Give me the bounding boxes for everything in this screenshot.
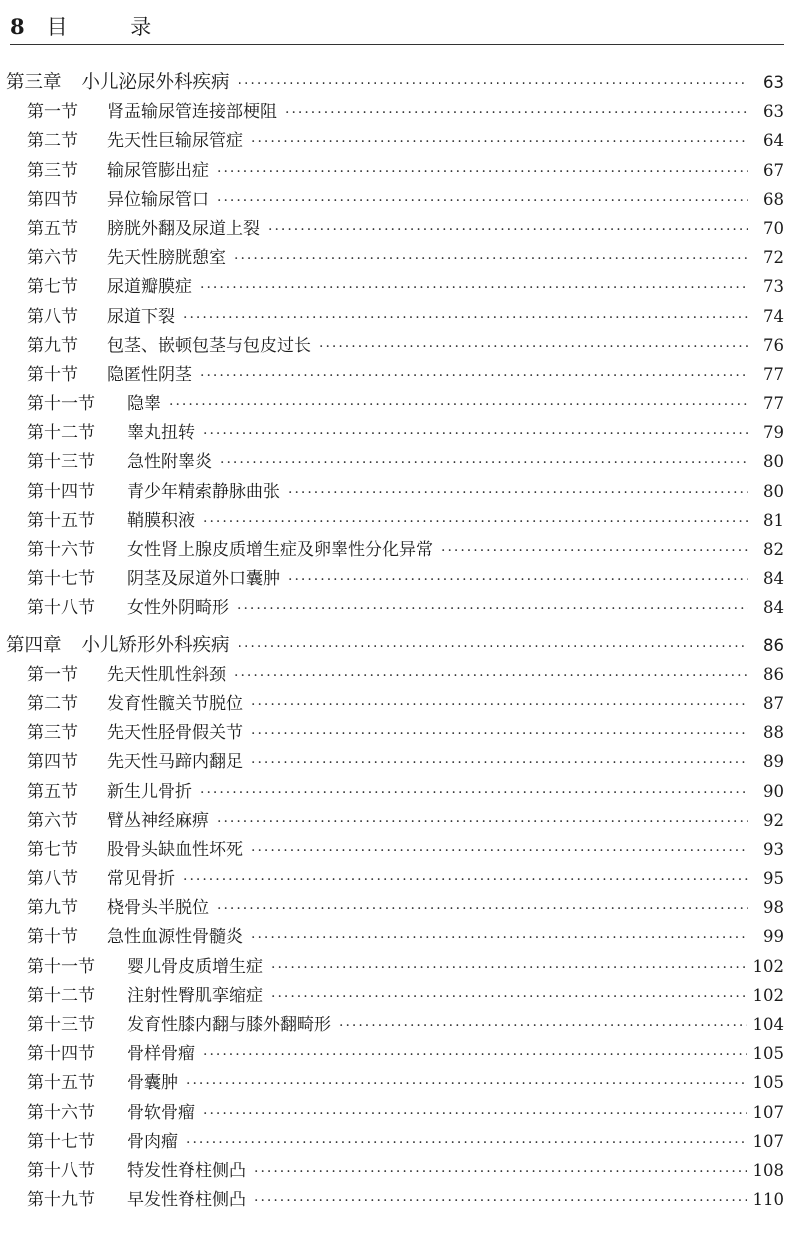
leader-dots — [220, 449, 748, 478]
leader-dots — [183, 304, 748, 333]
section-entry[interactable] — [0, 535, 800, 564]
section-label: 第九节 — [27, 898, 78, 919]
leader-dots — [319, 333, 748, 362]
section-label: 第十一节 — [27, 394, 95, 415]
leader-dots — [288, 566, 748, 595]
section-label: 第四节 — [27, 189, 78, 210]
section-entry[interactable] — [0, 864, 800, 893]
section-label: 第二节 — [27, 131, 78, 152]
section-title: 臂丛神经麻痹 — [107, 810, 209, 831]
section-label: 第十七节 — [27, 1131, 95, 1152]
chapter-block — [0, 631, 800, 1215]
chapter-page-number: 63 — [763, 73, 784, 92]
section-label: 第十八节 — [27, 1160, 95, 1181]
section-title: 阴茎及尿道外口囊肿 — [127, 569, 280, 590]
section-entry[interactable] — [0, 418, 800, 447]
section-page-number: 92 — [763, 810, 784, 830]
section-page-number: 72 — [763, 248, 784, 268]
section-page-number: 80 — [763, 481, 784, 501]
section-label: 第十一节 — [27, 956, 95, 977]
section-entry[interactable] — [0, 447, 800, 476]
chapter-page-number: 86 — [763, 635, 784, 655]
section-page-number: 84 — [763, 598, 784, 618]
section-entry[interactable] — [0, 1098, 800, 1127]
page-number: 8 — [10, 13, 25, 39]
leader-dots — [186, 1129, 747, 1158]
leader-dots — [251, 128, 748, 157]
leader-dots — [203, 1041, 747, 1070]
leader-dots — [238, 633, 748, 662]
section-title: 新生儿骨折 — [107, 781, 192, 802]
section-title: 先天性膀胱憩室 — [107, 248, 226, 269]
section-entry[interactable] — [0, 564, 800, 593]
section-title: 先天性巨输尿管症 — [107, 131, 243, 152]
section-label: 第十五节 — [27, 510, 95, 531]
section-entry[interactable] — [0, 185, 800, 214]
section-title: 骨样骨瘤 — [127, 1044, 195, 1065]
section-title: 隐睾 — [127, 394, 161, 415]
section-entry[interactable] — [0, 718, 800, 747]
chapter-title: 小儿泌尿外科疾病 — [81, 72, 230, 93]
section-label: 第五节 — [27, 218, 78, 239]
section-page-number: 80 — [763, 452, 784, 472]
section-page-number: 68 — [763, 189, 784, 209]
section-title: 先天性胫骨假关节 — [107, 723, 243, 744]
section-entry[interactable] — [0, 97, 800, 126]
section-entry[interactable] — [0, 952, 800, 981]
section-title: 婴儿骨皮质增生症 — [127, 956, 263, 977]
section-page-number: 90 — [763, 781, 784, 801]
section-entry[interactable] — [0, 1156, 800, 1185]
section-label: 第十七节 — [27, 569, 95, 590]
leader-dots — [217, 808, 748, 837]
leader-dots — [339, 1012, 747, 1041]
section-label: 第六节 — [27, 248, 78, 269]
page-header — [10, 8, 784, 45]
section-page-number: 63 — [763, 102, 784, 122]
section-title: 注射性臀肌挛缩症 — [127, 985, 263, 1006]
section-label: 第十四节 — [27, 481, 95, 502]
section-label: 第六节 — [27, 810, 78, 831]
section-page-number: 73 — [763, 277, 784, 297]
section-page-number: 88 — [763, 723, 784, 743]
section-title: 睾丸扭转 — [127, 423, 195, 444]
section-entry[interactable] — [0, 243, 800, 272]
leader-dots — [285, 99, 748, 128]
chapter-label: 第四章 — [6, 634, 62, 656]
section-title: 尿道瓣膜症 — [107, 277, 192, 298]
section-label: 第十四节 — [27, 1044, 95, 1065]
leader-dots — [254, 1158, 747, 1187]
section-title: 输尿管膨出症 — [107, 160, 209, 181]
section-entry[interactable] — [0, 126, 800, 155]
section-entry[interactable] — [0, 806, 800, 835]
section-title: 骨囊肿 — [127, 1073, 178, 1094]
section-page-number: 102 — [752, 956, 784, 976]
leader-dots — [200, 362, 748, 391]
leader-dots — [234, 245, 748, 274]
section-page-number: 107 — [752, 1102, 784, 1122]
chapter-title: 小儿矫形外科疾病 — [81, 634, 230, 656]
section-title: 包茎、嵌顿包茎与包皮过长 — [107, 335, 311, 356]
section-label: 第十节 — [27, 927, 78, 948]
section-title: 发育性髋关节脱位 — [107, 693, 243, 714]
section-title: 肾盂输尿管连接部梗阻 — [107, 102, 277, 123]
section-label: 第十五节 — [27, 1073, 95, 1094]
section-label: 第十三节 — [27, 1015, 95, 1035]
section-entry[interactable] — [0, 747, 800, 776]
leader-dots — [251, 720, 748, 749]
section-label: 第八节 — [27, 306, 78, 327]
section-label: 第十九节 — [27, 1190, 95, 1211]
section-title: 发育性膝内翻与膝外翻畸形 — [127, 1015, 331, 1035]
section-title: 膀胱外翻及尿道上裂 — [107, 218, 260, 239]
section-label: 第九节 — [27, 335, 78, 356]
section-label: 第四节 — [27, 752, 78, 773]
section-title: 股骨头缺血性坏死 — [107, 839, 243, 860]
section-page-number: 64 — [763, 131, 784, 151]
section-page-number: 93 — [763, 839, 784, 859]
section-label: 第十二节 — [27, 423, 95, 444]
leader-dots — [238, 70, 748, 99]
table-of-contents — [0, 68, 800, 1222]
section-page-number: 110 — [752, 1190, 784, 1210]
leader-dots — [234, 662, 748, 691]
section-entry[interactable] — [0, 156, 800, 185]
leader-dots — [217, 158, 748, 187]
section-entry[interactable] — [0, 1185, 800, 1214]
section-entry[interactable] — [0, 660, 800, 689]
section-entry[interactable] — [0, 214, 800, 243]
chapter-block — [0, 68, 800, 623]
leader-dots — [441, 537, 748, 566]
section-label: 第十八节 — [27, 598, 95, 619]
section-page-number: 70 — [763, 218, 784, 238]
section-label: 第十六节 — [27, 1102, 95, 1123]
section-entry[interactable] — [0, 389, 800, 418]
section-entry[interactable] — [0, 689, 800, 718]
section-title: 先天性肌性斜颈 — [107, 664, 226, 685]
section-page-number: 82 — [763, 540, 784, 559]
section-entry[interactable] — [0, 272, 800, 301]
section-label: 第二节 — [27, 693, 78, 714]
leader-dots — [200, 779, 748, 808]
section-label: 第十节 — [27, 364, 78, 385]
section-entry[interactable] — [0, 981, 800, 1010]
section-page-number: 76 — [763, 335, 784, 355]
section-entry[interactable] — [0, 1010, 800, 1039]
section-label: 第七节 — [27, 277, 78, 298]
section-label: 第十二节 — [27, 985, 95, 1006]
section-label: 第一节 — [27, 664, 78, 685]
leader-dots — [203, 420, 748, 449]
section-page-number: 95 — [763, 869, 784, 889]
leader-dots — [271, 954, 747, 983]
section-title: 早发性脊柱侧凸 — [127, 1190, 246, 1211]
section-title: 急性附睾炎 — [127, 452, 212, 473]
chapter-label: 第三章 — [6, 72, 62, 93]
section-page-number: 105 — [752, 1044, 784, 1064]
section-page-number: 99 — [763, 927, 784, 947]
section-entry[interactable] — [0, 922, 800, 951]
section-entry[interactable] — [0, 506, 800, 535]
section-entry[interactable] — [0, 1068, 800, 1097]
section-title: 青少年精索静脉曲张 — [127, 481, 280, 502]
section-page-number: 108 — [752, 1160, 784, 1180]
section-entry[interactable] — [0, 1039, 800, 1068]
section-page-number: 77 — [763, 394, 784, 414]
leader-dots — [186, 1070, 747, 1099]
section-label: 第十六节 — [27, 540, 95, 560]
section-title: 异位输尿管口 — [107, 189, 209, 210]
section-title: 骨软骨瘤 — [127, 1102, 195, 1123]
section-page-number: 107 — [752, 1131, 784, 1151]
leader-dots — [237, 595, 748, 624]
section-title: 桡骨头半脱位 — [107, 898, 209, 919]
section-entry[interactable] — [0, 477, 800, 506]
leader-dots — [271, 983, 747, 1012]
section-page-number: 77 — [763, 364, 784, 384]
section-page-number: 81 — [763, 510, 784, 530]
section-entry[interactable] — [0, 835, 800, 864]
section-label: 第一节 — [27, 102, 78, 123]
section-entry[interactable] — [0, 593, 800, 622]
leader-dots — [251, 691, 748, 720]
leader-dots — [217, 187, 748, 216]
section-entry[interactable] — [0, 360, 800, 389]
section-title: 特发性脊柱侧凸 — [127, 1160, 246, 1181]
section-entry[interactable] — [0, 302, 800, 331]
leader-dots — [183, 866, 748, 895]
leader-dots — [217, 895, 748, 924]
chapter-entry[interactable] — [0, 68, 800, 97]
section-page-number: 105 — [752, 1073, 784, 1093]
header-title: 目 录 — [46, 15, 180, 39]
section-label: 第七节 — [27, 839, 78, 860]
section-title: 女性外阴畸形 — [127, 598, 229, 619]
section-page-number: 79 — [763, 423, 784, 443]
leader-dots — [254, 1187, 747, 1216]
section-page-number: 67 — [763, 160, 784, 180]
leader-dots — [251, 837, 748, 866]
leader-dots — [169, 391, 748, 420]
section-label: 第八节 — [27, 869, 78, 890]
section-label: 第三节 — [27, 160, 78, 181]
section-page-number: 89 — [763, 752, 784, 772]
section-title: 尿道下裂 — [107, 306, 175, 327]
section-title: 先天性马蹄内翻足 — [107, 752, 243, 773]
section-page-number: 104 — [752, 1015, 784, 1034]
section-entry[interactable] — [0, 331, 800, 360]
leader-dots — [251, 749, 748, 778]
section-label: 第五节 — [27, 781, 78, 802]
section-page-number: 87 — [763, 693, 784, 713]
chapter-entry[interactable] — [0, 631, 800, 660]
section-page-number: 74 — [763, 306, 784, 326]
section-label: 第三节 — [27, 723, 78, 744]
section-title: 常见骨折 — [107, 869, 175, 890]
section-title: 骨肉瘤 — [127, 1131, 178, 1152]
section-entry[interactable] — [0, 1127, 800, 1156]
leader-dots — [251, 924, 748, 953]
leader-dots — [203, 1100, 747, 1129]
section-title: 急性血源性骨髓炎 — [107, 927, 243, 948]
leader-dots — [203, 508, 748, 537]
section-entry[interactable] — [0, 893, 800, 922]
section-title: 女性肾上腺皮质增生症及卵睾性分化异常 — [127, 540, 433, 560]
leader-dots — [200, 274, 748, 303]
section-title: 隐匿性阴茎 — [107, 364, 192, 385]
section-title: 鞘膜积液 — [127, 510, 195, 531]
section-entry[interactable] — [0, 777, 800, 806]
section-page-number: 86 — [763, 664, 784, 684]
leader-dots — [288, 479, 748, 508]
leader-dots — [268, 216, 748, 245]
section-page-number: 84 — [763, 569, 784, 589]
section-page-number: 102 — [752, 985, 784, 1005]
section-label: 第十三节 — [27, 452, 95, 473]
section-page-number: 98 — [763, 898, 784, 918]
